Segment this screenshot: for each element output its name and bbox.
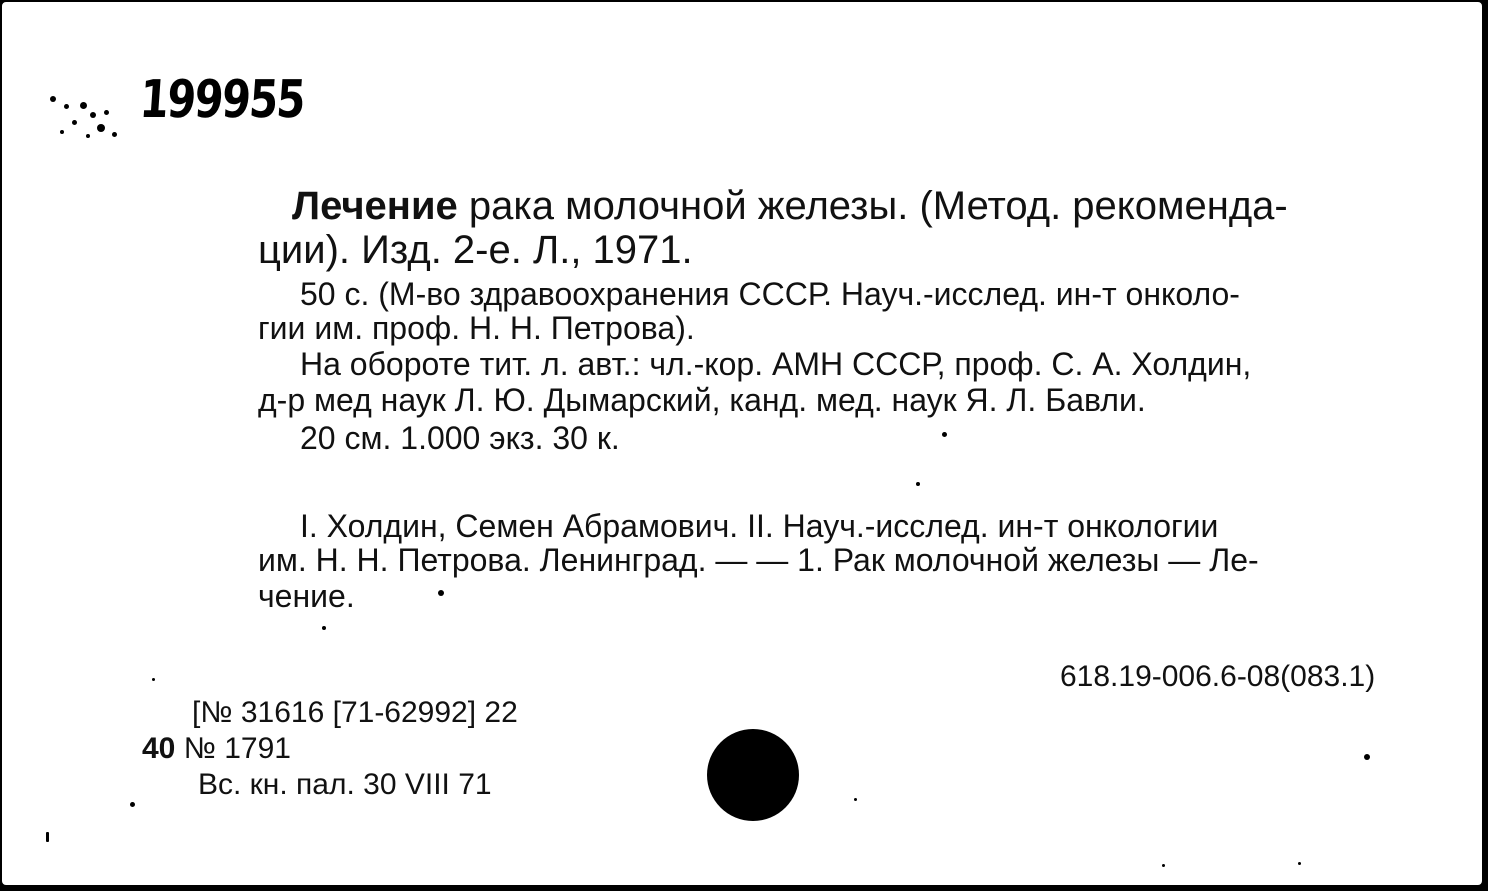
speck [152, 678, 155, 681]
registry-line-2-number: № 1791 [183, 732, 291, 765]
registry-line-1: [№ 31616 [71-62992] 22 [192, 696, 518, 729]
tracings-line-2: им. Н. Н. Петрова. Ленинград. — — 1. Рак молочной железы — Ле- [258, 542, 1259, 578]
classification-code: 618.19-006.6-08(083.1) [1060, 660, 1376, 693]
punch-hole [707, 729, 799, 821]
speck [322, 626, 326, 630]
title-bold-word: Лечение [292, 184, 458, 228]
tracings-line-3: чение. [258, 578, 355, 614]
title-line-1 [292, 184, 1288, 229]
title-line-2: ции). Изд. 2-е. Л., 1971. [258, 228, 693, 272]
speck [438, 590, 444, 596]
speck [130, 802, 135, 807]
speck [916, 482, 920, 486]
tracings-line-1: I. Холдин, Семен Абрамович. II. Науч.-исслед. ин-т онкологии [300, 508, 1219, 544]
authors-note-line-2: д-р мед наук Л. Ю. Дымарский, канд. мед. наук Я. Л. Бавли. [258, 382, 1146, 418]
registry-line-2-prefix: 40 [142, 732, 176, 765]
card-number: 199955 [137, 70, 307, 130]
speck [46, 832, 49, 842]
speck [1298, 862, 1301, 865]
speck [1364, 754, 1370, 760]
speck [942, 432, 947, 437]
registry-line-2 [142, 732, 291, 766]
speck [854, 798, 857, 801]
title-line-1-rest: рака молочной железы. (Метод. рекоменда- [457, 184, 1288, 228]
description-line-2: гии им. проф. Н. Н. Петрова). [258, 310, 695, 346]
physical-description: 20 см. 1.000 экз. 30 к. [300, 420, 620, 456]
ink-specks [42, 82, 122, 152]
authors-note-line-1: На обороте тит. л. авт.: чл.-кор. АМН СССР, проф. С. А. Холдин, [300, 346, 1252, 382]
description-line-1: 50 с. (М-во здравоохранения СССР. Науч.-исслед. ин-т онколо- [300, 276, 1240, 312]
registry-line-3: Вс. кн. пал. 30 VIII 71 [198, 768, 492, 801]
speck [1162, 864, 1165, 867]
